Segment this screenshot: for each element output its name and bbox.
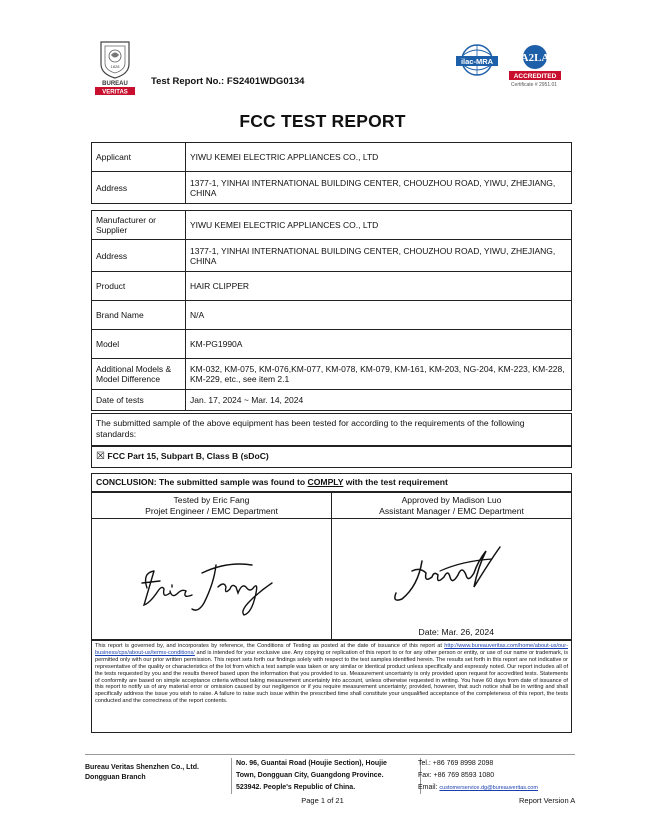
table-row bbox=[92, 359, 572, 390]
conclusion-suffix: with the test requirement bbox=[343, 477, 448, 487]
row-value: 1377-1, YINHAI INTERNATIONAL BUILDING CENTER, CHOUZHOU ROAD, YIWU, ZHEJIANG, CHINA bbox=[186, 240, 572, 272]
row-label: Date of tests bbox=[92, 390, 186, 411]
address-line: 523942. People's Republic of China. bbox=[236, 784, 356, 791]
table-row bbox=[92, 330, 572, 359]
tester-header bbox=[92, 493, 331, 519]
footer-address bbox=[231, 758, 421, 794]
svg-text:ilac-MRA: ilac-MRA bbox=[460, 57, 494, 66]
table-row bbox=[92, 211, 572, 240]
terms-conditions-link[interactable]: http://www.bureauveritas.com/home/about-us/our-business/cps/about-us/terms-conditions/ bbox=[95, 643, 568, 656]
row-label: Address bbox=[92, 172, 186, 204]
row-value: KM-032, KM-075, KM-076,KM-077, KM-078, KM-079, KM-161, KM-203, NG-204, KM-223, KM-228, KM-229, etc., see item 2.1 bbox=[186, 359, 572, 390]
applicant-table bbox=[91, 142, 572, 204]
telephone: Tel.: +86 769 8998 2098 bbox=[418, 760, 494, 767]
address-line: No. 96, Guantai Road (Houjie Section), Houjie bbox=[236, 760, 387, 767]
legal-disclaimer bbox=[91, 640, 572, 733]
svg-text:VERITAS: VERITAS bbox=[102, 89, 128, 96]
row-value: HAIR CLIPPER bbox=[186, 272, 572, 301]
row-label: Applicant bbox=[92, 143, 186, 172]
row-label: Brand Name bbox=[92, 301, 186, 330]
standards-statement: The submitted sample of the above equipment has been tested for according to the requirements of the following standards: bbox=[91, 413, 572, 446]
svg-text:A2LA: A2LA bbox=[520, 52, 550, 64]
svg-text:BUREAU: BUREAU bbox=[102, 81, 128, 87]
conclusion-prefix: CONCLUSION: The submitted sample was found to bbox=[96, 477, 308, 487]
table-row bbox=[92, 240, 572, 272]
row-label: Product bbox=[92, 272, 186, 301]
fcc-standard bbox=[91, 446, 572, 468]
tester-signature bbox=[132, 543, 282, 623]
page-number: Page 1 of 21 bbox=[301, 796, 344, 805]
conclusion-verdict: COMPLY bbox=[307, 477, 344, 487]
approver-signature bbox=[382, 531, 512, 611]
tester-signature-block bbox=[91, 492, 332, 640]
footer-contact bbox=[418, 758, 578, 794]
fcc-standard-label: FCC Part 15, Subpart B, Class B (sDoC) bbox=[107, 451, 269, 461]
disclaimer-text-1: This report is governed by, and incorporates by reference, the Conditions of Testing as posted at the date of issuance of this report at bbox=[95, 643, 445, 649]
email-link[interactable]: customerservice.dg@bureauveritas.com bbox=[439, 785, 538, 791]
approver-signature-block bbox=[331, 492, 572, 640]
row-value: YIWU KEMEI ELECTRIC APPLIANCES CO., LTD bbox=[186, 211, 572, 240]
row-label: Manufacturer or Supplier bbox=[92, 211, 186, 240]
product-table bbox=[91, 210, 572, 411]
footer-divider bbox=[85, 754, 575, 755]
table-row bbox=[92, 172, 572, 204]
svg-text:ACCREDITED: ACCREDITED bbox=[513, 73, 557, 80]
footer-company bbox=[85, 763, 225, 783]
ilac-mra-logo bbox=[452, 42, 502, 82]
row-value: Jan. 17, 2024 ~ Mar. 14, 2024 bbox=[186, 390, 572, 411]
row-label: Address bbox=[92, 240, 186, 272]
approver-name: Approved by Madison Luo bbox=[401, 495, 502, 505]
report-version: Report Version A bbox=[519, 796, 576, 805]
row-value: KM-PG1990A bbox=[186, 330, 572, 359]
a2la-certificate-number: Certificate # 2951.01 bbox=[510, 82, 558, 88]
tester-title: Projet Engineer / EMC Department bbox=[145, 506, 278, 516]
email-row bbox=[418, 782, 578, 794]
disclaimer-text-2: and is intended for your exclusive use. Any copying or replication of this report to or for any other person or entity, or use of our name or trademark, is permitted only with our prior written permission. This report sets forth our findings solely with respect to the test samples identified herein. The results set forth in this report are not indicative or representative of the quality or characteristics of the lot from which a test sample was taken or any similar or identical product unless specifically and expressly noted. Our report includes all of the tests requested by you and the results thereof based upon the information that you provided to us. Measurement uncertainty is only provided upon request for accredited tests. Statements of conformity are based on simple acceptance criteria without taking measurement uncertainty into account, unless otherwise requested in writing. You have 60 days from date of issuance of this report to notify us of any material error or omission caused by our negligence or if you require measurement uncertainty; provided, however, that such notice shall be in writing and shall specifically address the issue you wish to raise. A failure to raise such issue within the prescribed time shall constitute your unqualified acceptance of the completeness of this report, the tests conducted and the correctness of the report contents. bbox=[95, 649, 568, 705]
table-row bbox=[92, 272, 572, 301]
fax: Fax: +86 769 8593 1080 bbox=[418, 772, 495, 779]
row-value: N/A bbox=[186, 301, 572, 330]
checkbox-checked-icon: ☒ bbox=[96, 451, 105, 462]
row-value: 1377-1, YINHAI INTERNATIONAL BUILDING CENTER, CHOUZHOU ROAD, YIWU, ZHEJIANG, CHINA bbox=[186, 172, 572, 204]
tester-name: Tested by Eric Fang bbox=[173, 495, 250, 505]
table-row bbox=[92, 390, 572, 411]
approver-header bbox=[332, 493, 571, 519]
page-title: FCC TEST REPORT bbox=[239, 111, 406, 131]
email-label: Email: bbox=[418, 784, 440, 791]
row-value: YIWU KEMEI ELECTRIC APPLIANCES CO., LTD bbox=[186, 143, 572, 172]
conclusion bbox=[91, 473, 572, 492]
approver-title: Assistant Manager / EMC Department bbox=[379, 506, 524, 516]
report-number: Test Report No.: FS2401WDG0134 bbox=[151, 76, 305, 87]
a2la-logo bbox=[505, 42, 565, 82]
approval-date: Date: Mar. 26, 2024 bbox=[418, 627, 494, 637]
row-label: Additional Models & Model Difference bbox=[92, 359, 186, 390]
row-label: Model bbox=[92, 330, 186, 359]
table-row bbox=[92, 143, 572, 172]
svg-text:1828: 1828 bbox=[110, 64, 120, 69]
table-row bbox=[92, 301, 572, 330]
bureau-veritas-logo bbox=[93, 38, 137, 96]
company-branch: Dongguan Branch bbox=[85, 774, 146, 781]
address-line: Town, Dongguan City, Guangdong Province. bbox=[236, 772, 384, 779]
company-name: Bureau Veritas Shenzhen Co., Ltd. bbox=[85, 764, 199, 771]
